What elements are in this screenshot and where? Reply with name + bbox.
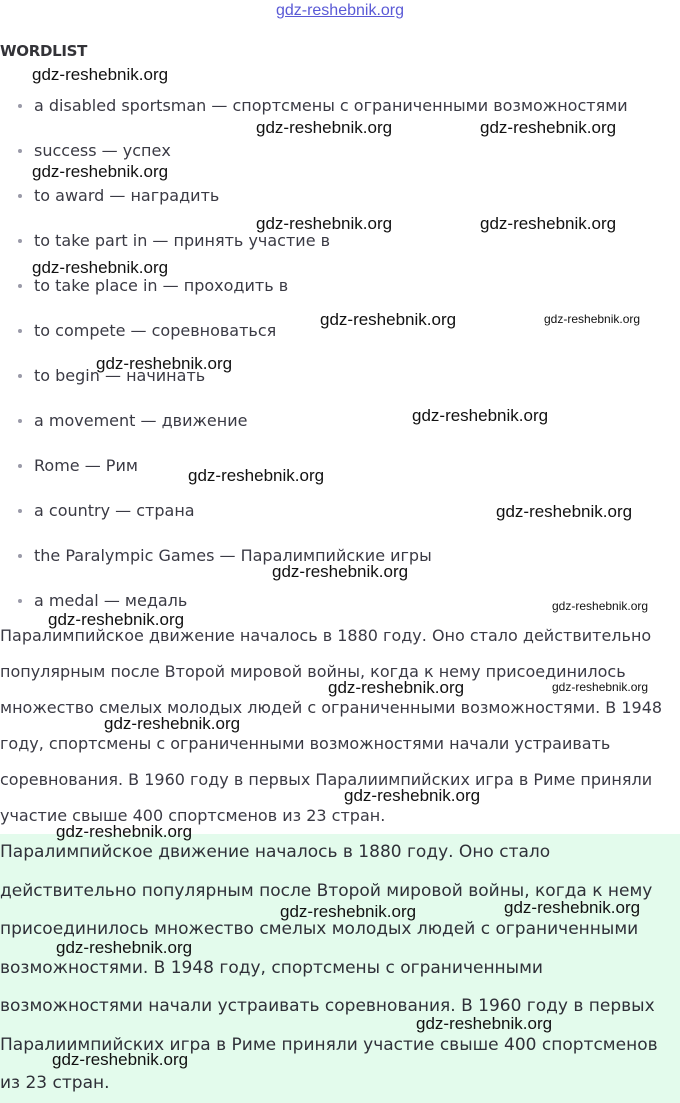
bullet-icon bbox=[18, 509, 22, 513]
wordlist-item: a disabled sportsman — спортсмены с ограниченными возможностями bbox=[18, 95, 628, 117]
bullet-icon bbox=[18, 374, 22, 378]
watermark: gdz-reshebnik.org bbox=[320, 310, 457, 329]
watermark: gdz-reshebnik.org bbox=[48, 610, 185, 629]
wordlist-item: the Paralympic Games — Паралимпийские игры bbox=[18, 545, 432, 567]
bullet-icon bbox=[18, 554, 22, 558]
wordlist-item: to award — наградить bbox=[18, 185, 219, 207]
bullet-icon bbox=[18, 239, 22, 243]
answer-line: из 23 стран. bbox=[0, 1073, 110, 1093]
answer-line: присоединилось множество смелых молодых людей с ограниченными bbox=[0, 919, 639, 939]
watermark: gdz-reshebnik.org bbox=[552, 599, 649, 613]
watermark: gdz-reshebnik.org bbox=[256, 214, 393, 233]
watermark: gdz-reshebnik.org bbox=[480, 118, 617, 137]
watermark: gdz-reshebnik.org bbox=[416, 1014, 553, 1033]
bullet-icon bbox=[18, 104, 22, 108]
answer-line: Паралиимпийских игра в Риме приняли участие свыше 400 спортсменов bbox=[0, 1035, 658, 1055]
bullet-icon bbox=[18, 284, 22, 288]
bullet-icon bbox=[18, 194, 22, 198]
watermark: gdz-reshebnik.org bbox=[328, 678, 465, 697]
watermark: gdz-reshebnik.org bbox=[32, 258, 169, 277]
watermark: gdz-reshebnik.org bbox=[280, 902, 417, 921]
watermark: gdz-reshebnik.org bbox=[272, 562, 409, 581]
watermark: gdz-reshebnik.org bbox=[480, 214, 617, 233]
answer-line: возможностями. В 1948 году, спортсмены с ограниченными bbox=[0, 958, 543, 978]
bullet-icon bbox=[18, 599, 22, 603]
wordlist-item: a movement — движение bbox=[18, 410, 247, 432]
watermark: gdz-reshebnik.org bbox=[56, 822, 193, 841]
watermark: gdz-reshebnik.org bbox=[56, 938, 193, 957]
bullet-icon bbox=[18, 149, 22, 153]
watermark: gdz-reshebnik.org bbox=[52, 1050, 189, 1069]
answer-line: Паралимпийское движение началось в 1880 году. Оно стало bbox=[0, 842, 551, 862]
watermark: gdz-reshebnik.org bbox=[552, 680, 649, 694]
paragraph-line: популярным после Второй мировой войны, когда к нему присоединилось bbox=[0, 662, 626, 681]
watermark: gdz-reshebnik.org bbox=[344, 786, 481, 805]
paragraph-line: Паралимпийское движение началось в 1880 году. Оно стало действительно bbox=[0, 626, 652, 645]
paragraph-line: соревнования. В 1960 году в первых Паралиимпийских игра в Риме приняли bbox=[0, 770, 653, 789]
watermark: gdz-reshebnik.org bbox=[104, 714, 241, 733]
wordlist-item: a medal — медаль bbox=[18, 590, 187, 612]
paragraph-line: году, спортсмены с ограниченными возможностями начали устраивать bbox=[0, 734, 611, 753]
watermark: gdz-reshebnik.org bbox=[32, 65, 169, 84]
bullet-icon bbox=[18, 329, 22, 333]
wordlist-item: to begin — начинать bbox=[18, 365, 205, 387]
wordlist-item: a country — страна bbox=[18, 500, 195, 522]
watermark: gdz-reshebnik.org bbox=[256, 118, 393, 137]
watermark: gdz-reshebnik.org bbox=[32, 162, 169, 181]
watermark: gdz-reshebnik.org bbox=[496, 502, 633, 521]
wordlist-item: to take part in — принять участие в bbox=[18, 230, 330, 252]
wordlist-item: to compete — соревноваться bbox=[18, 320, 276, 342]
wordlist-item: success — успех bbox=[18, 140, 171, 162]
watermark: gdz-reshebnik.org bbox=[412, 406, 549, 425]
watermark: gdz-reshebnik.org bbox=[544, 312, 641, 326]
wordlist-item: Rome — Рим bbox=[18, 455, 138, 477]
site-link[interactable]: gdz-reshebnik.org bbox=[275, 2, 405, 19]
answer-line: возможностями начали устраивать соревнования. В 1960 году в первых bbox=[0, 996, 655, 1016]
paragraph-line: множество смелых молодых людей с ограниченными возможностями. В 1948 bbox=[0, 698, 663, 717]
wordlist-heading: WORDLIST bbox=[0, 42, 88, 60]
bullet-icon bbox=[18, 464, 22, 468]
watermark: gdz-reshebnik.org bbox=[504, 898, 641, 917]
watermark: gdz-reshebnik.org bbox=[96, 354, 233, 373]
watermark: gdz-reshebnik.org bbox=[188, 466, 325, 485]
paragraph-line: участие свыше 400 спортсменов из 23 стран. bbox=[0, 806, 386, 825]
bullet-icon bbox=[18, 419, 22, 423]
answer-line: действительно популярным после Второй мировой войны, когда к нему bbox=[0, 881, 653, 901]
wordlist-item: to take place in — проходить в bbox=[18, 275, 288, 297]
